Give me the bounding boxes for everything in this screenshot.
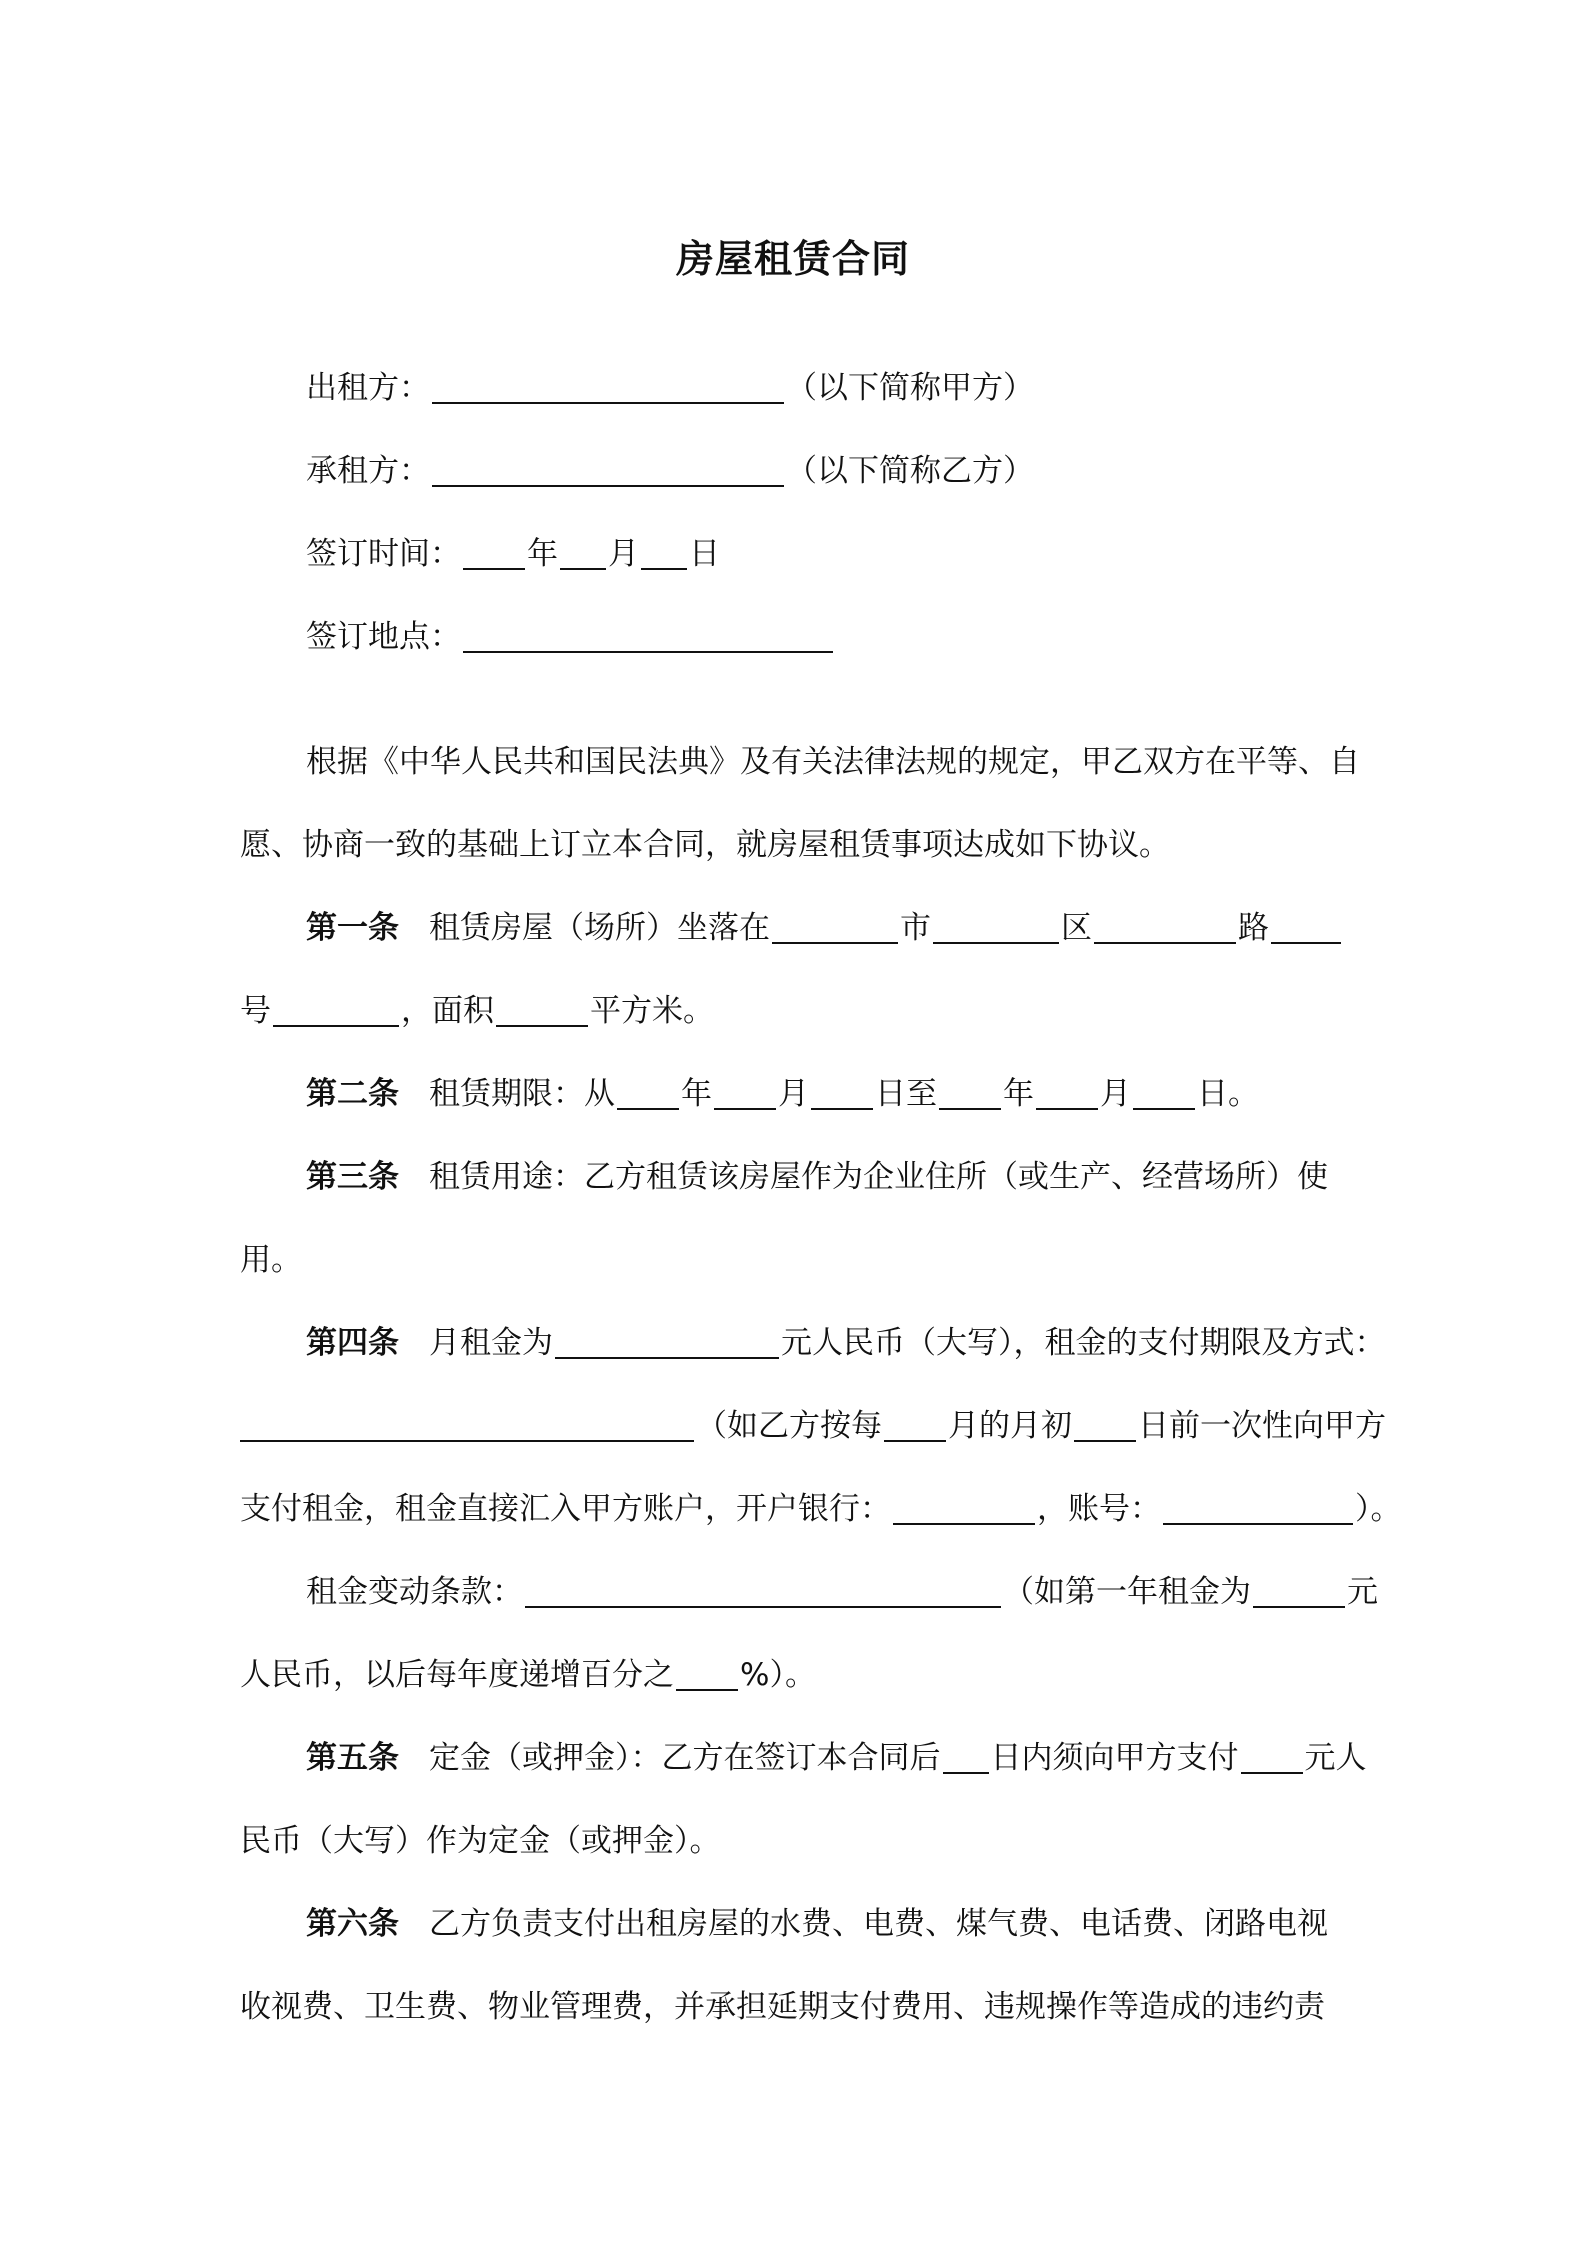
article-3-label: 第三条 [306, 1159, 399, 1195]
start-month-blank[interactable] [714, 1074, 776, 1110]
article-4-line-2 [0, 1404, 1586, 1448]
payment-method-blank[interactable] [240, 1406, 694, 1442]
lessee-row [0, 449, 1586, 493]
percent-close-text: %）。 [740, 1657, 816, 1693]
area-blank[interactable] [496, 991, 588, 1027]
end-day-label: 日。 [1197, 1076, 1259, 1112]
road-blank[interactable] [1094, 908, 1236, 944]
deposit-amount-blank[interactable] [1241, 1738, 1303, 1774]
preamble-line-1: 根据《中华人民共和国民法典》及有关法律法规的规定，甲乙双方在平等、自 [306, 744, 1360, 780]
article-4-line-1 [0, 1321, 1586, 1365]
start-day-to-label: 日至 [875, 1076, 937, 1112]
article-6-line-2: 收视费、卫生费、物业管理费，并承担延期支付费用、违规操作等造成的违约责 [240, 1989, 1325, 2025]
article-1-line-1 [0, 906, 1586, 950]
article-3-text: 租赁用途：乙方租赁该房屋作为企业住所（或生产、经营场所）使 [429, 1159, 1328, 1195]
article-2-line [0, 1072, 1586, 1116]
increase-text: 人民币，以后每年度递增百分之 [240, 1657, 674, 1693]
lessor-note: （以下简称甲方） [786, 370, 1034, 406]
month-start-text: 月的月初 [948, 1408, 1072, 1444]
end-day-blank[interactable] [1133, 1074, 1195, 1110]
article-1-label: 第一条 [306, 910, 399, 946]
article-2-label: 第二条 [306, 1076, 399, 1112]
increase-percent-blank[interactable] [676, 1655, 738, 1691]
sign-place-row [0, 615, 1586, 659]
lessee-note: （以下简称乙方） [786, 453, 1034, 489]
pay-months-blank[interactable] [884, 1406, 946, 1442]
year-label: 年 [527, 536, 558, 572]
start-day-blank[interactable] [811, 1074, 873, 1110]
article-5-label: 第五条 [306, 1740, 399, 1776]
end-month-blank[interactable] [1036, 1074, 1098, 1110]
rent-label: 月租金为 [429, 1325, 553, 1361]
account-blank[interactable] [1163, 1489, 1353, 1525]
district-blank[interactable] [933, 908, 1059, 944]
bank-blank[interactable] [893, 1489, 1035, 1525]
bank-label: 支付租金，租金直接汇入甲方账户，开户银行： [240, 1491, 891, 1527]
sign-month-blank[interactable] [560, 534, 606, 570]
article-3-line-1 [0, 1155, 1586, 1199]
first-year-rent-blank[interactable] [1253, 1572, 1345, 1608]
article-3-line-2: 用。 [240, 1242, 302, 1278]
article-1-text: 租赁房屋（场所）坐落在 [429, 910, 770, 946]
pay-once-text: 日前一次性向甲方 [1138, 1408, 1386, 1444]
monthly-rent-blank[interactable] [555, 1323, 779, 1359]
lessee-blank[interactable] [432, 451, 784, 487]
rent-currency-text: 元人民币（大写），租金的支付期限及方式： [781, 1325, 1386, 1361]
end-month-label: 月 [1100, 1076, 1131, 1112]
rent-change-blank[interactable] [525, 1572, 1001, 1608]
bank-close-text: ）。 [1355, 1491, 1402, 1527]
district-label: 区 [1061, 910, 1092, 946]
deposit-text: 定金（或押金）：乙方在签订本合同后 [429, 1740, 941, 1776]
article-6-text: 乙方负责支付出租房屋的水费、电费、煤气费、电话费、闭路电视 [429, 1906, 1328, 1942]
page-title: 房屋租赁合同 [675, 237, 910, 281]
article-5-line-2: 民币（大写）作为定金（或押金）。 [240, 1823, 721, 1859]
sign-day-blank[interactable] [641, 534, 687, 570]
article-6-line-1 [0, 1902, 1586, 1946]
lessor-blank[interactable] [432, 368, 784, 404]
lessee-label: 承租方： [306, 453, 430, 489]
day-label: 日 [689, 536, 720, 572]
sign-time-row [0, 532, 1586, 576]
article-6-label: 第六条 [306, 1906, 399, 1942]
month-label: 月 [608, 536, 639, 572]
road-label: 路 [1238, 910, 1269, 946]
yuan-label: 元 [1347, 1574, 1378, 1610]
end-year-label: 年 [1003, 1076, 1034, 1112]
lessor-label: 出租方： [306, 370, 430, 406]
article-2-text: 租赁期限：从 [429, 1076, 615, 1112]
rent-change-line-2 [0, 1653, 1586, 1697]
deposit-pay-text: 日内须向甲方支付 [990, 1740, 1239, 1776]
article-4-line-3 [0, 1487, 1586, 1531]
article-4-label: 第四条 [306, 1325, 399, 1361]
pay-every-text: （如乙方按每 [696, 1408, 882, 1444]
area-unit: 平方米。 [590, 993, 714, 1029]
city-label: 市 [900, 910, 931, 946]
rent-change-label: 租金变动条款： [306, 1574, 523, 1610]
sign-place-blank[interactable] [463, 617, 833, 653]
house-number-blank[interactable] [273, 991, 399, 1027]
area-label: ，面积 [401, 993, 494, 1029]
start-year-blank[interactable] [617, 1074, 679, 1110]
number-label: 号 [240, 993, 271, 1029]
deposit-unit-text: 元人 [1304, 1740, 1367, 1776]
article-1-line-2 [0, 989, 1586, 1033]
preamble-line-2: 愿、协商一致的基础上订立本合同，就房屋租赁事项达成如下协议。 [240, 827, 1170, 863]
start-year-label: 年 [681, 1076, 712, 1112]
sign-place-label: 签订地点： [306, 619, 461, 655]
pay-day-blank[interactable] [1074, 1406, 1136, 1442]
account-label: ，账号： [1037, 1491, 1161, 1527]
article-5-line-1 [0, 1736, 1586, 1780]
rent-change-line-1 [0, 1570, 1586, 1614]
first-year-text: （如第一年租金为 [1003, 1574, 1251, 1610]
end-year-blank[interactable] [939, 1074, 1001, 1110]
city-blank[interactable] [772, 908, 898, 944]
sign-time-label: 签订时间： [306, 536, 461, 572]
start-month-label: 月 [778, 1076, 809, 1112]
lessor-row [0, 366, 1586, 410]
deposit-days-blank[interactable] [943, 1738, 989, 1774]
sign-year-blank[interactable] [463, 534, 525, 570]
road-number-blank[interactable] [1271, 908, 1341, 944]
